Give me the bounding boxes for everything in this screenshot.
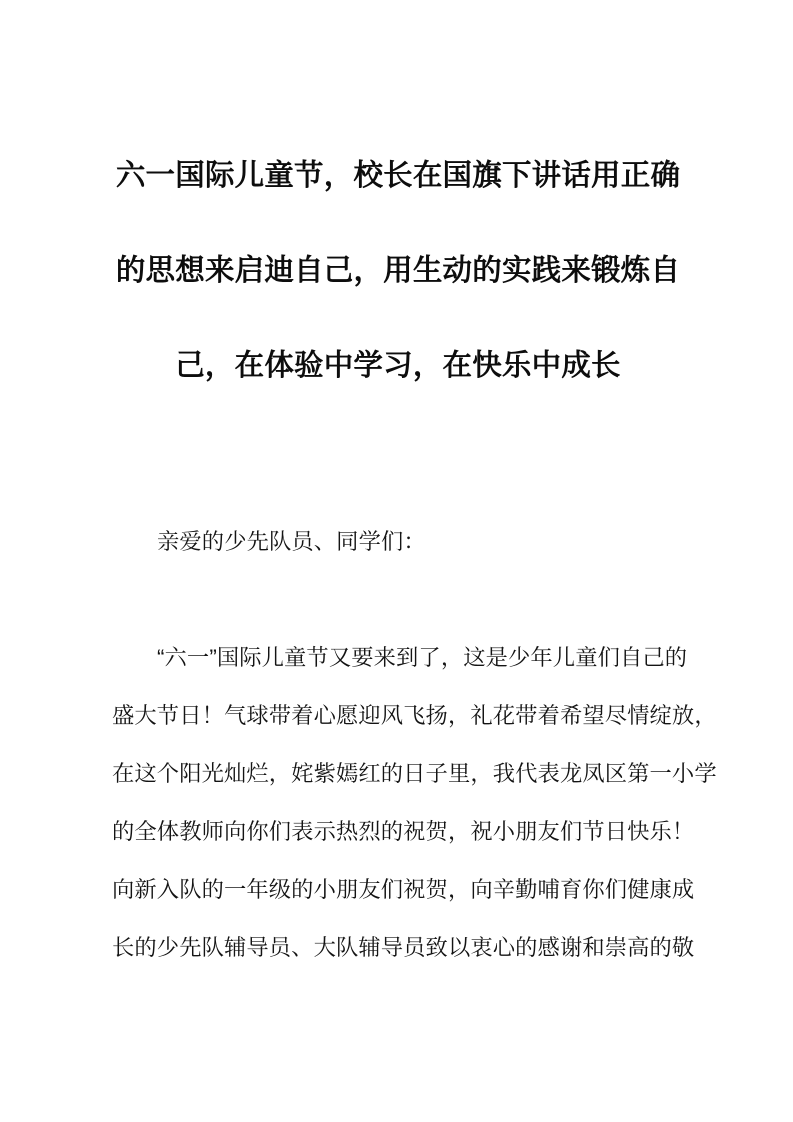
body-paragraph	[112, 629, 717, 977]
body-line-5: 向新入队的一年级的小朋友们祝贺，向辛勤哺育你们健康成	[112, 877, 695, 902]
page-title	[112, 0, 684, 413]
title-line-3: 己，在体验中学习，在快乐中成长	[175, 349, 621, 382]
body-line-3: 在这个阳光灿烂，姹紫嫣红的日子里，我代表龙凤区第一小学	[112, 761, 717, 786]
title-line-1: 六一国际儿童节，校长在国旗下讲话用正确	[115, 159, 681, 192]
title-line-2: 的思想来启迪自己，用生动的实践来锻炼自	[115, 254, 681, 287]
body-line-6: 长的少先队辅导员、大队辅导员致以衷心的感谢和崇高的敬	[112, 935, 695, 960]
body-line-1: “六一”国际儿童节又要来到了，这是少年儿童们自己的	[157, 645, 688, 670]
document-body	[112, 513, 717, 977]
body-line-2: 盛大节日！气球带着心愿迎风飞扬，礼花带着希望尽情绽放，	[112, 703, 717, 728]
body-line-4: 的全体教师向你们表示热烈的祝贺，祝小朋友们节日快乐！	[112, 819, 695, 844]
salutation-paragraph: 亲爱的少先队员、同学们：	[157, 529, 426, 554]
document-content	[112, 0, 717, 977]
